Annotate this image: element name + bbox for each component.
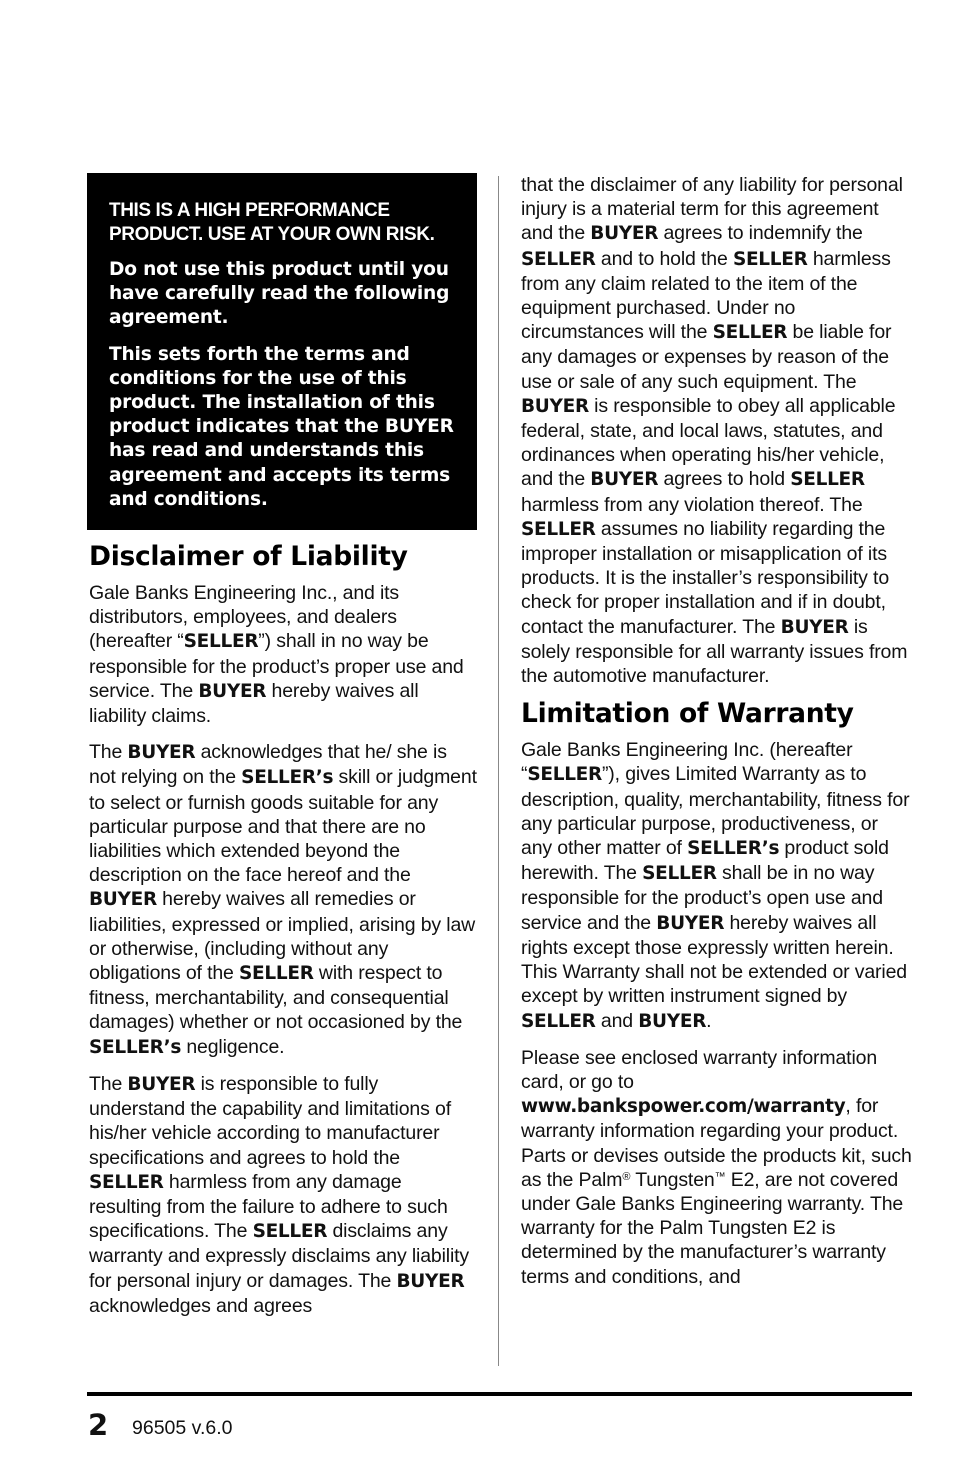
footer-rule: [87, 1392, 912, 1396]
warranty-url-link[interactable]: www.bankspower.com/warranty: [521, 1096, 846, 1118]
warranty-paragraph-1: Gale Banks Engineering Inc. (hereafter “SELLER”), gives Limited Warranty as to description, quality, merchantability, fitness for any particular purpose, productiveness, or any other matter of SELLER’s product sold herewith. The SELLER shall be in no way responsible for the product’s open use and service and the BUYER hereby waives all rights except those expressly written herein. This Warranty shall not be extended or varied except by written instrument signed by SELLER and BUYER.: [521, 739, 910, 1032]
disclaimer-paragraph-2: The BUYER acknowledges that he/ she is not relying on the SELLER’s skill or judgment to select or furnish goods suitable for any particular purpose and that there are no liabilities which extended beyond the description on the face hereof and the BUYER hereby waives all remedies or liabilities, expressed or implied, arising by law or otherwise, (including without any obligations of the SELLER with respect to fitness, merchantability, and consequential damages) whether or not occasioned by the SELLER’s negligence.: [89, 741, 477, 1058]
warranty-heading: Limitation of Warranty: [521, 698, 854, 730]
warning-terms: This sets forth the terms and conditions for the use of this product. The installation of this product indicates that the BUYER has read and understands this agreement and accepts its terms and conditions.: [109, 343, 454, 510]
page-number: 2: [88, 1408, 109, 1442]
warning-risk: THIS IS A HIGH PERFORMANCE PRODUCT. USE AT YOUR OWN RISK.: [109, 200, 435, 245]
warning-read-agreement: Do not use this product until you have carefully read the following agreement.: [109, 259, 450, 329]
disclaimer-paragraph-3: The BUYER is responsible to fully understand the capability and limitations of his/her vehicle according to manufacturer specifications and agrees to hold the SELLER harmless from any damage resulting from the failure to adhere to such specifications. The SELLER disclaims any warranty and expressly disclaims any liability for personal injury or damages. The BUYER acknowledges and agrees: [89, 1072, 469, 1317]
disclaimer-paragraph-4: that the disclaimer of any liability for personal injury is a material term for this agreement and the BUYER agrees to indemnify the SELLER and to hold the SELLER harmless from any claim related to the item of the equipment purchased. Under no circumstances will the SELLER be liable for any damages or expenses by reason of the use or sale of any such equipment. The BUYER is responsible to obey all applicable federal, state, and local laws, statutes, and ordinances when operating his/her vehicle, and the BUYER agrees to hold SELLER harmless from any violation thereof. The SELLER assumes no liability regarding the improper installation or misapplication of its products. It is the installer’s responsibility to check for proper installation and if in doubt, contact the manufacturer. The BUYER is solely responsible for all warranty issues from the automotive manufacturer.: [521, 174, 908, 688]
column-divider: [498, 176, 499, 1366]
left-column: [89, 173, 477, 1318]
document-version: 96505 v.6.0: [132, 1417, 233, 1439]
disclaimer-heading: Disclaimer of Liability: [89, 541, 408, 573]
right-column: [521, 173, 913, 1289]
disclaimer-paragraph-1: Gale Banks Engineering Inc., and its distributors, employees, and dealers (hereafter “SELLER”) shall in no way be responsible for the product’s proper use and service. The BUYER hereby waives all liability claims.: [89, 582, 464, 728]
warning-box: [87, 173, 477, 530]
warranty-paragraph-2: Please see enclosed warranty information card, or go to www.bankspower.com/warranty, for warranty information regarding your product. Parts or devises outside the products kit, such as the Palm® Tungsten™ E2, are not covered under Gale Banks Engineering warranty. The warranty for the Palm Tungsten E2 is determined by the manufacturer’s warranty terms and conditions, and: [521, 1046, 912, 1288]
